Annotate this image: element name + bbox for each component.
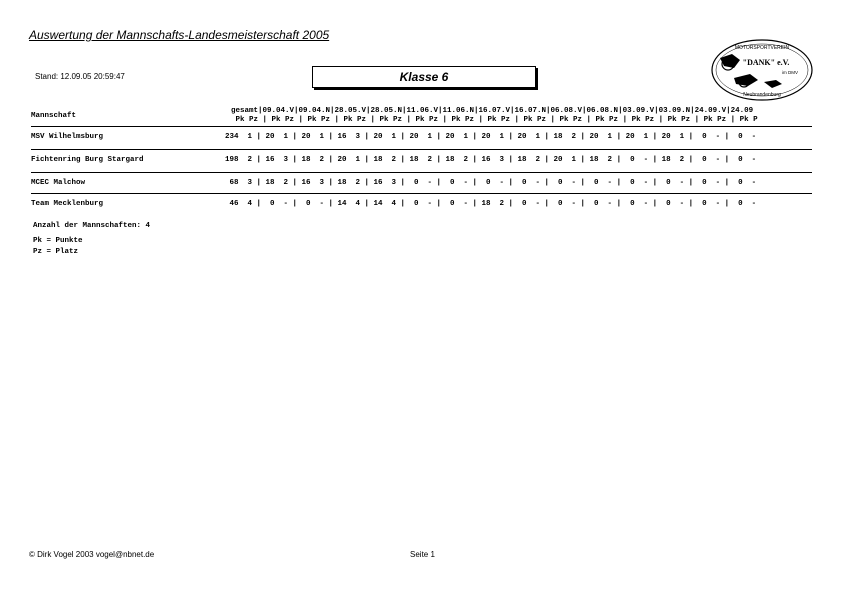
table-row-team: MSV Wilhelmsburg [31, 133, 104, 141]
logo-bottom-text: Neubrandenburg [743, 92, 781, 98]
stand-timestamp: Stand: 12.09.05 20:59:47 [35, 72, 125, 81]
team-count: Anzahl der Mannschaften: 4 [33, 222, 151, 230]
logo-side-text: im DMV [782, 70, 798, 75]
table-row-team: MCEC Malchow [31, 179, 86, 187]
klasse-box [312, 66, 536, 88]
page-title: Auswertung der Mannschafts-Landesmeisterschaft 2005 [29, 28, 330, 42]
table-header-team: Mannschaft [31, 112, 77, 120]
footer-author: © Dirk Vogel 2003 vogel@nbnet.de [29, 550, 155, 559]
table-row-team: Team Mecklenburg [31, 200, 104, 208]
table-row-values: 68 3 | 18 2 | 16 3 | 18 2 | 16 3 | 0 - | 0 - | 0 - | 0 - | 0 - | 0 - | 0 - | 0 - | 0 - | 0 - [225, 179, 757, 187]
table-row-team: Fichtenring Burg Stargard [31, 156, 144, 164]
row-divider [31, 149, 812, 150]
table-header-columns: Pk Pz | Pk Pz | Pk Pz | Pk Pz | Pk Pz | Pk Pz | Pk Pz | Pk Pz | Pk Pz | Pk Pz | Pk Pz | Pk Pz | Pk Pz | Pk Pz | Pk P [231, 116, 758, 124]
club-logo [710, 38, 814, 102]
logo-top-text: MOTORSPORTVEREIN [734, 45, 790, 51]
table-row-values: 234 1 | 20 1 | 20 1 | 16 3 | 20 1 | 20 1 | 20 1 | 20 1 | 20 1 | 18 2 | 20 1 | 20 1 | 20 1 | 0 - | 0 - [225, 133, 757, 141]
header-divider [31, 126, 812, 127]
table-row-values: 46 4 | 0 - | 0 - | 14 4 | 14 4 | 0 - | 0 - | 18 2 | 0 - | 0 - | 0 - | 0 - | 0 - | 0 - | 0 - [225, 200, 757, 208]
table-header-dates: gesamt|09.04.V|09.04.N|28.05.V|28.05.N|11.06.V|11.06.N|16.07.V|16.07.N|06.08.V|06.08.N|03.09.V|03.09.N|24.09.V|24.09 [231, 107, 754, 115]
klasse-label: Klasse 6 [399, 70, 449, 84]
row-divider [31, 172, 812, 173]
legend-points: Pk = Punkte [33, 237, 83, 245]
legend-place: Pz = Platz [33, 248, 79, 256]
footer-page-number: Seite 1 [410, 550, 435, 559]
row-divider [31, 193, 812, 194]
logo-name: "DANK" e.V. [742, 58, 790, 67]
table-row-values: 198 2 | 16 3 | 18 2 | 20 1 | 18 2 | 18 2 | 18 2 | 16 3 | 18 2 | 20 1 | 18 2 | 0 - | 18 2 | 0 - | 0 - [225, 156, 757, 164]
